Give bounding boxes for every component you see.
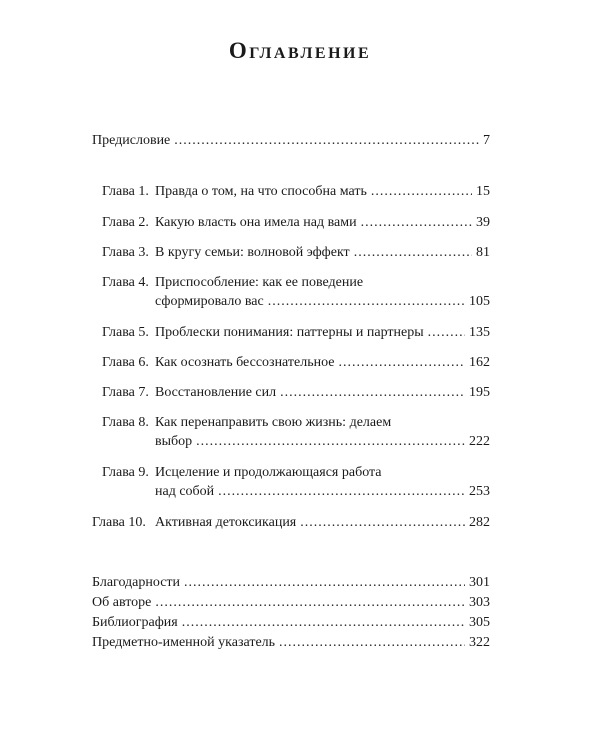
toc-entry-label: Проблески понимания: паттерны и партнеры [155, 325, 424, 340]
toc-entry-label: Предисловие [92, 133, 171, 148]
leader-dots [339, 354, 466, 372]
toc-entry-chapter-5[interactable] [155, 324, 490, 342]
toc-entry-chapter-4[interactable] [155, 293, 490, 311]
toc-entry-page: 135 [469, 325, 490, 340]
leader-dots [300, 514, 465, 532]
leader-dots [279, 634, 465, 652]
toc-entry-label: Какую власть она имела над вами [155, 215, 357, 230]
chapter-number: Глава 7. [102, 385, 149, 400]
leader-dots [218, 483, 465, 501]
toc-entry-preface[interactable] [92, 132, 490, 150]
toc-entry-label: Восстановление сил [155, 385, 277, 400]
leader-dots [280, 384, 465, 402]
toc-entry-chapter-2[interactable] [155, 214, 490, 232]
toc-entry-label: над собой [155, 484, 215, 499]
toc-entry-chapter-10[interactable] [155, 514, 490, 532]
toc-entry-chapter-8[interactable] [155, 433, 490, 451]
chapter-number: Глава 2. [102, 215, 149, 230]
toc-entry-about-author[interactable] [92, 594, 490, 612]
toc-entry-page: 322 [469, 635, 490, 650]
chapter-number: Глава 1. [102, 184, 149, 199]
toc-entry-label: Предметно-именной указатель [92, 635, 276, 650]
toc-entry-chapter-1[interactable] [155, 183, 490, 201]
chapter-number: Глава 4. [102, 275, 149, 290]
toc-entry-page: 39 [476, 215, 490, 230]
leader-dots [371, 183, 472, 201]
toc-entry-page: 253 [469, 484, 490, 499]
toc-entry-page: 222 [469, 434, 490, 449]
toc-entry-page: 162 [469, 355, 490, 370]
toc-entry-page: 105 [469, 294, 490, 309]
leader-dots [361, 214, 472, 232]
toc-entry-chapter-3[interactable] [155, 244, 490, 262]
toc-entry-label: Как осознать бессознательное [155, 355, 335, 370]
toc-entry-label: В кругу семьи: волновой эффект [155, 245, 350, 260]
page-title: Оглавление [228, 38, 372, 63]
leader-dots [182, 614, 465, 632]
toc-entry-chapter-7[interactable] [155, 384, 490, 402]
chapter-number: Глава 10. [92, 515, 146, 530]
toc-entry-label: выбор [155, 434, 193, 449]
toc-entry-page: 305 [469, 615, 490, 630]
chapter-number: Глава 6. [102, 355, 149, 370]
toc-entry-acknowledgements[interactable] [92, 574, 490, 592]
toc-entry-chapter-9[interactable] [155, 483, 490, 501]
toc-entry-label: Об авторе [92, 595, 152, 610]
leader-dots [155, 594, 465, 612]
toc-entry-label-line: Исцеление и продолжающаяся работа [155, 465, 382, 480]
toc-entry-page: 81 [476, 245, 490, 260]
toc-entry-label: Активная детоксикация [155, 515, 297, 530]
toc-entry-page: 195 [469, 385, 490, 400]
toc-entry-page: 15 [476, 184, 490, 199]
chapter-number: Глава 3. [102, 245, 149, 260]
chapter-number: Глава 5. [102, 325, 149, 340]
toc-entry-label: Благодарности [92, 575, 181, 590]
toc-entry-label: Библиография [92, 615, 178, 630]
toc-entry-label: сформировало вас [155, 294, 264, 309]
leader-dots [184, 574, 465, 592]
chapter-number: Глава 8. [102, 415, 149, 430]
toc-entry-label-line: Как перенаправить свою жизнь: делаем [155, 415, 392, 430]
leader-dots [174, 132, 479, 150]
chapter-number: Глава 9. [102, 465, 149, 480]
toc-entry-label: Правда о том, на что способна мать [155, 184, 367, 199]
leader-dots [268, 293, 465, 311]
toc-entry-page: 301 [469, 575, 490, 590]
toc-entry-chapter-6[interactable] [155, 354, 490, 372]
toc-entry-page: 282 [469, 515, 490, 530]
leader-dots [354, 244, 472, 262]
leader-dots [428, 324, 465, 342]
toc-entry-bibliography[interactable] [92, 614, 490, 632]
toc-entry-index[interactable] [92, 634, 490, 652]
toc-entry-page: 7 [483, 133, 490, 148]
toc-entry-label-line: Приспособление: как ее поведение [155, 275, 364, 290]
leader-dots [196, 433, 465, 451]
toc-entry-page: 303 [469, 595, 490, 610]
